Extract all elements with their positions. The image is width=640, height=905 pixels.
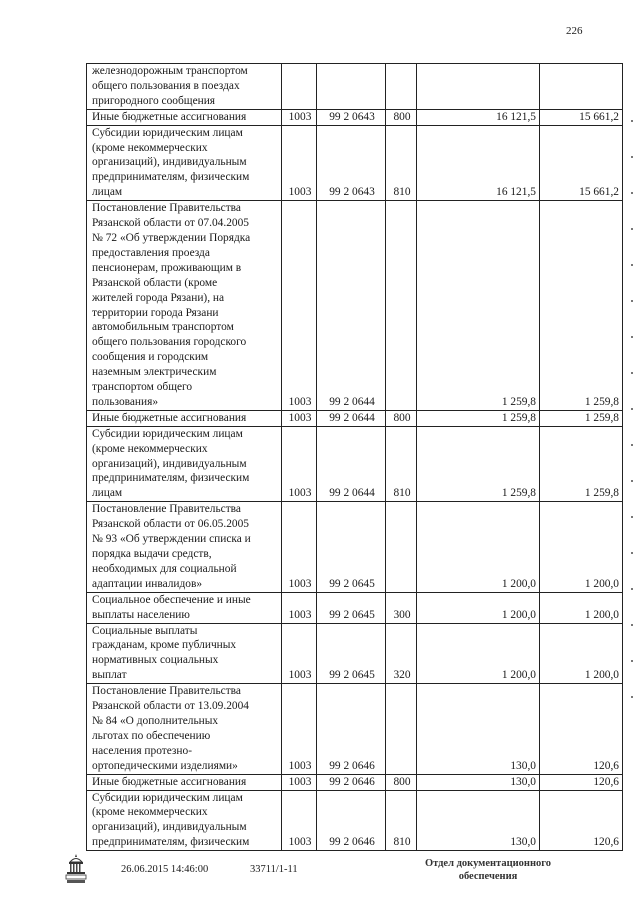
row-name-cell (87, 502, 282, 592)
target-code-cell: 99 2 0644 (317, 410, 386, 426)
section-code-cell: 1003 (282, 201, 317, 411)
row-name-line: Социальное обеспечение и иные (92, 593, 251, 606)
row-name-line: лицам (92, 186, 123, 199)
row-name-line: организаций), индивидуальным (92, 156, 247, 169)
row-name-line: пенсионерам, проживающим в (92, 261, 242, 274)
row-name-line: льготах по обеспечению (92, 729, 211, 742)
section-code-cell: 1003 (282, 790, 317, 851)
amount-2-cell: 1 200,0 (540, 623, 623, 684)
footer-datetime: 26.06.2015 14:46:00 (121, 864, 209, 875)
amount-1-cell: 1 259,8 (417, 426, 540, 502)
row-name-line: организаций), индивидуальным (92, 821, 247, 834)
row-name-line: (кроме некоммерческих (92, 442, 208, 455)
footer-department-line2: обеспечения (458, 871, 518, 882)
row-name-cell (87, 410, 282, 426)
target-code-cell: 99 2 0644 (317, 426, 386, 502)
row-name-line: нормативных социальных (92, 654, 219, 667)
row-name-line: предпринимателям, физическим (92, 171, 250, 184)
row-name-line: пользования» (92, 395, 159, 408)
amount-1-cell (417, 64, 540, 110)
amount-1-cell: 130,0 (417, 790, 540, 851)
target-code-cell: 99 2 0646 (317, 774, 386, 790)
row-name-line: Рязанской области (кроме (92, 276, 218, 289)
target-code-cell (317, 64, 386, 110)
footer-department-line1: Отдел документационного (424, 858, 552, 869)
row-name-line: выплат (92, 669, 127, 682)
target-code-cell: 99 2 0646 (317, 684, 386, 774)
amount-1-cell: 1 259,8 (417, 410, 540, 426)
row-name-line: Рязанской области от 06.05.2005 (92, 518, 249, 531)
row-name-line: (кроме некоммерческих (92, 806, 208, 819)
amount-2-cell: 1 259,8 (540, 410, 623, 426)
row-name-line: автомобильным транспортом (92, 321, 234, 334)
row-name-cell (87, 125, 282, 201)
row-name-line: транспортом общего (92, 381, 193, 394)
target-code-cell: 99 2 0643 (317, 109, 386, 125)
row-name-line: Постановление Правительства (92, 503, 241, 516)
table-row (87, 592, 623, 623)
row-name-line: железнодорожным транспортом (92, 65, 248, 77)
row-name-line: № 84 «О дополнительных (92, 714, 219, 727)
row-name-line: территории города Рязани (92, 306, 219, 319)
row-name-line: (кроме некоммерческих (92, 141, 208, 154)
target-code-cell: 99 2 0643 (317, 125, 386, 201)
expense-type-cell: 800 (386, 109, 417, 125)
row-name-cell (87, 201, 282, 411)
amount-1-cell: 130,0 (417, 774, 540, 790)
row-name-cell (87, 623, 282, 684)
target-code-cell: 99 2 0644 (317, 201, 386, 411)
amount-1-cell: 1 200,0 (417, 502, 540, 592)
row-name-cell (87, 426, 282, 502)
section-code-cell: 1003 (282, 426, 317, 502)
table-row (87, 502, 623, 592)
amount-1-cell: 1 200,0 (417, 592, 540, 623)
row-name-line: гражданам, кроме публичных (92, 639, 237, 652)
row-name-line: Иные бюджетные ассигнования (92, 110, 247, 123)
row-name-cell (87, 790, 282, 851)
target-code-cell: 99 2 0646 (317, 790, 386, 851)
amount-2-cell (540, 64, 623, 110)
expense-type-cell (386, 684, 417, 774)
amount-1-cell: 1 259,8 (417, 201, 540, 411)
row-name-line: населения протезно- (92, 744, 193, 757)
section-code-cell: 1003 (282, 684, 317, 774)
table-row (87, 774, 623, 790)
section-code-cell (282, 64, 317, 110)
row-name-line: Постановление Правительства (92, 685, 241, 698)
section-code-cell: 1003 (282, 502, 317, 592)
row-name-line: общего пользования городского (92, 336, 247, 349)
row-name-line: наземным электрическим (92, 366, 217, 379)
amount-1-cell: 16 121,5 (417, 109, 540, 125)
row-name-line: предпринимателям, физическим (92, 836, 250, 849)
row-name-line: Субсидии юридическим лицам (92, 791, 243, 804)
table-row (87, 64, 623, 110)
expense-type-cell: 800 (386, 410, 417, 426)
row-name-line: Рязанской области от 07.04.2005 (92, 217, 249, 230)
expense-type-cell: 800 (386, 774, 417, 790)
row-name-line: Рязанской области от 13.09.2004 (92, 700, 249, 713)
amount-2-cell: 15 661,2 (540, 125, 623, 201)
row-name-line: предпринимателям, физическим (92, 472, 250, 485)
expense-type-cell: 320 (386, 623, 417, 684)
row-name-line: Субсидии юридическим лицам (92, 126, 243, 139)
amount-2-cell: 1 259,8 (540, 426, 623, 502)
section-code-cell: 1003 (282, 410, 317, 426)
expense-type-cell: 810 (386, 426, 417, 502)
row-name-cell (87, 109, 282, 125)
footer-doc-number: 33711/1-11 (250, 864, 298, 875)
row-name-line: № 72 «Об утверждении Порядка (92, 231, 251, 244)
row-name-line: Субсидии юридическим лицам (92, 427, 243, 440)
scan-margin-marks (631, 120, 634, 760)
target-code-cell: 99 2 0645 (317, 623, 386, 684)
table-row (87, 201, 623, 411)
row-name-cell (87, 684, 282, 774)
section-code-cell: 1003 (282, 774, 317, 790)
target-code-cell: 99 2 0645 (317, 592, 386, 623)
expense-type-cell (386, 502, 417, 592)
row-name-cell (87, 64, 282, 110)
row-name-line: Иные бюджетные ассигнования (92, 411, 247, 424)
section-code-cell: 1003 (282, 125, 317, 201)
row-name-cell (87, 592, 282, 623)
budget-table-body (87, 64, 623, 851)
target-code-cell: 99 2 0645 (317, 502, 386, 592)
section-code-cell: 1003 (282, 623, 317, 684)
amount-1-cell: 130,0 (417, 684, 540, 774)
expense-type-cell (386, 64, 417, 110)
row-name-line: жителей города Рязани), на (92, 291, 225, 304)
expense-type-cell: 300 (386, 592, 417, 623)
row-name-line: № 93 «Об утверждении списка и (92, 533, 251, 546)
row-name-line: Социальные выплаты (92, 624, 198, 637)
amount-2-cell: 1 200,0 (540, 502, 623, 592)
row-name-cell (87, 774, 282, 790)
amount-2-cell: 120,6 (540, 790, 623, 851)
amount-1-cell: 16 121,5 (417, 125, 540, 201)
row-name-line: предоставления проезда (92, 246, 210, 259)
table-row (87, 684, 623, 774)
row-name-line: Иные бюджетные ассигнования (92, 775, 247, 788)
row-name-line: лицам (92, 487, 123, 500)
row-name-line: Постановление Правительства (92, 202, 241, 215)
expense-type-cell: 810 (386, 125, 417, 201)
table-row (87, 790, 623, 851)
expense-type-cell (386, 201, 417, 411)
row-name-line: организаций), индивидуальным (92, 457, 247, 470)
page-number: 226 (566, 25, 583, 37)
amount-2-cell: 120,6 (540, 774, 623, 790)
row-name-line: порядка выдачи средств, (92, 548, 212, 560)
table-row (87, 623, 623, 684)
duma-emblem-icon (64, 852, 88, 886)
expense-type-cell: 810 (386, 790, 417, 851)
table-row (87, 125, 623, 201)
amount-2-cell: 1 200,0 (540, 592, 623, 623)
table-row (87, 109, 623, 125)
row-name-line: пригородного сообщения (92, 94, 216, 107)
amount-2-cell: 120,6 (540, 684, 623, 774)
section-code-cell: 1003 (282, 109, 317, 125)
amount-2-cell: 15 661,2 (540, 109, 623, 125)
budget-table (86, 63, 623, 851)
footer-department (408, 857, 568, 883)
section-code-cell: 1003 (282, 592, 317, 623)
row-name-line: ортопедическими изделиями» (92, 759, 238, 772)
row-name-line: выплаты населению (92, 608, 190, 621)
amount-2-cell: 1 259,8 (540, 201, 623, 411)
table-row (87, 410, 623, 426)
row-name-line: адаптации инвалидов» (92, 577, 203, 590)
row-name-line: сообщения и городским (92, 351, 209, 364)
row-name-line: общего пользования в поездах (92, 79, 240, 92)
amount-1-cell: 1 200,0 (417, 623, 540, 684)
row-name-line: необходимых для социальной (92, 562, 237, 575)
table-row (87, 426, 623, 502)
